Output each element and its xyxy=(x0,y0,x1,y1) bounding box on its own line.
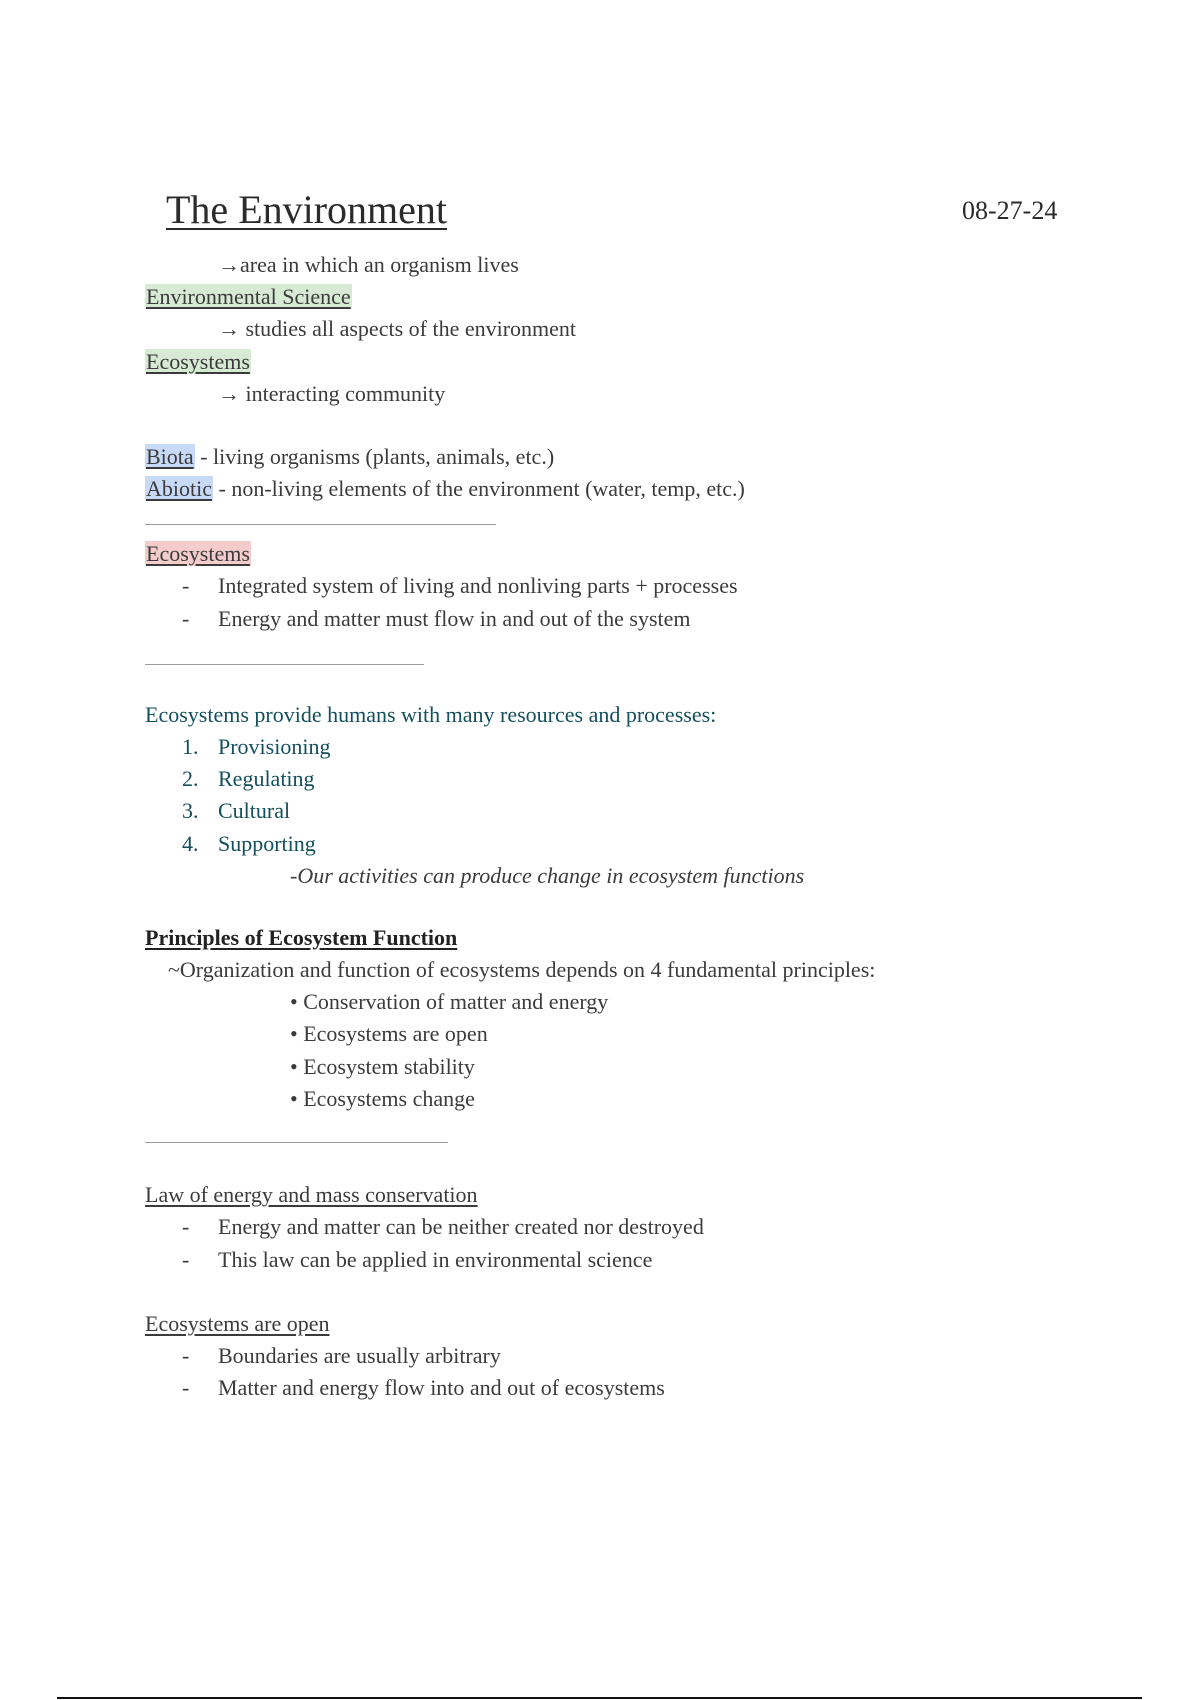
list-bullet-dash: - xyxy=(182,1247,190,1272)
env-science-term xyxy=(145,282,352,312)
principles-intro: ~Organization and function of ecosystems depends on 4 fundamental principles: xyxy=(168,957,876,982)
biota-label: Biota xyxy=(146,444,194,469)
abiotic-label: Abiotic xyxy=(146,476,212,501)
env-science-label: Environmental Science xyxy=(146,284,351,309)
ecosystems-term xyxy=(145,347,251,377)
services-intro: Ecosystems provide humans with many resources and processes: xyxy=(145,702,717,727)
ecosystems-label: Ecosystems xyxy=(146,349,250,374)
page-title: The Environment xyxy=(166,187,448,232)
list-number: 3. xyxy=(182,798,199,823)
divider-1 xyxy=(145,524,496,525)
principle-item: • Ecosystems change xyxy=(290,1086,475,1111)
list-bullet-dash: - xyxy=(182,1375,190,1400)
list-bullet-dash: - xyxy=(182,1343,190,1368)
list-item: Energy and matter can be neither created nor destroyed xyxy=(218,1214,704,1239)
divider-3 xyxy=(145,1142,448,1143)
environment-definition: →area in which an organism lives xyxy=(218,252,519,277)
page-bottom-border xyxy=(57,1697,1142,1699)
abiotic-line xyxy=(145,474,745,504)
principle-item: • Ecosystem stability xyxy=(290,1054,475,1079)
page-date: 08-27-24 xyxy=(962,196,1058,225)
list-item: Integrated system of living and nonliving parts + processes xyxy=(218,573,738,598)
list-bullet-dash: - xyxy=(182,573,190,598)
list-item: Energy and matter must flow in and out of the system xyxy=(218,606,691,631)
list-number: 1. xyxy=(182,734,199,759)
abiotic-definition: - non-living elements of the environment (water, temp, etc.) xyxy=(213,476,745,501)
open-ecosystems-heading: Ecosystems are open xyxy=(145,1311,330,1336)
ecosystems-heading xyxy=(145,539,251,569)
divider-2 xyxy=(145,664,424,665)
ecosystems-heading-label: Ecosystems xyxy=(146,541,250,566)
ecosystems-definition: → interacting community xyxy=(218,381,446,406)
list-item: This law can be applied in environmental science xyxy=(218,1247,653,1272)
service-regulating: Regulating xyxy=(218,766,315,791)
service-cultural: Cultural xyxy=(218,798,291,823)
principles-heading: Principles of Ecosystem Function xyxy=(145,925,458,950)
list-number: 4. xyxy=(182,831,199,856)
list-bullet-dash: - xyxy=(182,1214,190,1239)
env-science-definition: → studies all aspects of the environment xyxy=(218,316,577,341)
service-supporting: Supporting xyxy=(218,831,316,856)
list-item: Boundaries are usually arbitrary xyxy=(218,1343,501,1368)
service-provisioning: Provisioning xyxy=(218,734,331,759)
list-item: Matter and energy flow into and out of ecosystems xyxy=(218,1375,665,1400)
principle-item: • Conservation of matter and energy xyxy=(290,989,609,1014)
list-bullet-dash: - xyxy=(182,606,190,631)
principle-item: • Ecosystems are open xyxy=(290,1021,488,1046)
conservation-heading: Law of energy and mass conservation xyxy=(145,1182,478,1207)
biota-definition: - living organisms (plants, animals, etc.) xyxy=(194,444,555,469)
services-note: -Our activities can produce change in ecosystem functions xyxy=(290,863,805,888)
list-number: 2. xyxy=(182,766,199,791)
biota-line xyxy=(145,442,554,472)
